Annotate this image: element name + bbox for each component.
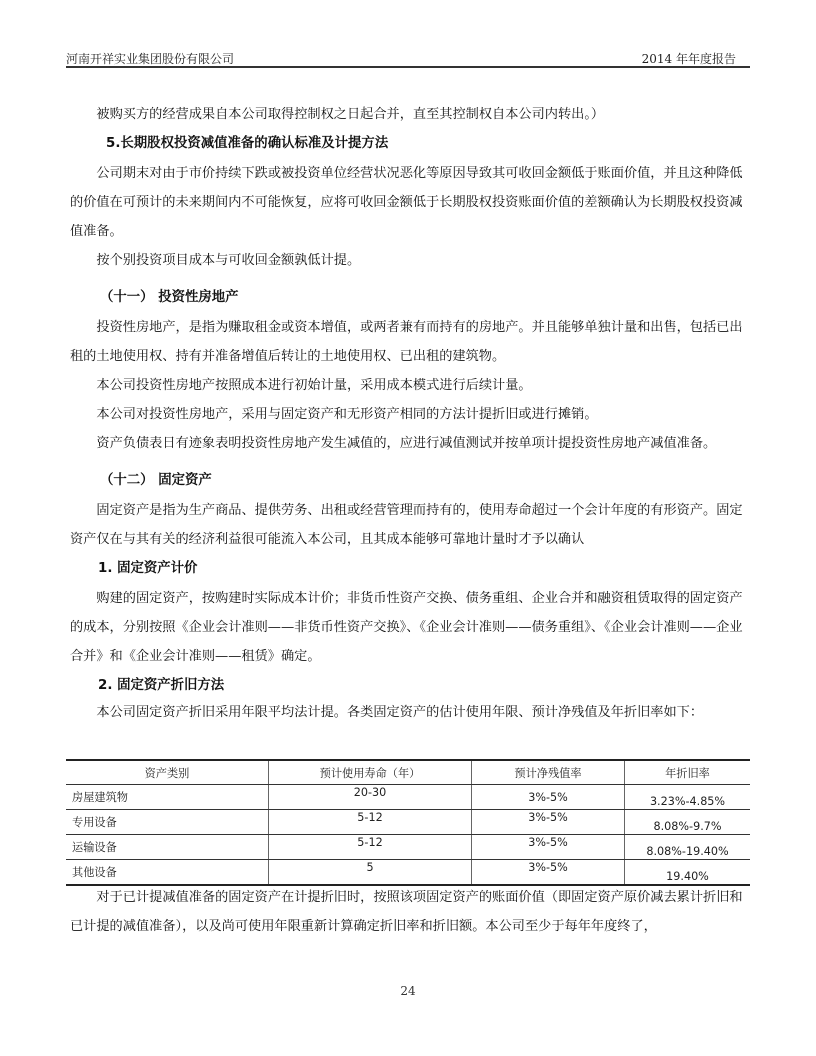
heading-12-1: 1. 固定资产计价 xyxy=(98,561,198,576)
cell-category: 专用设备 xyxy=(66,810,269,835)
table-row xyxy=(66,860,750,886)
cell-rate: 3.23%-4.85% xyxy=(625,785,751,810)
paragraph: 本公司对投资性房地产，采用与固定资产和无形资产相同的方法计提折旧或进行摊销。 xyxy=(96,407,598,422)
cell-life: 5 xyxy=(269,860,472,886)
cell-residual: 3%-5% xyxy=(472,835,625,860)
section-heading-11: （十一） 投资性房地产 xyxy=(100,290,239,305)
column-header: 资产类别 xyxy=(66,760,269,785)
paragraph: 对于已计提减值准备的固定资产在计提折旧时，按照该项固定资产的账面价值（即固定资产原价减去累计折旧和已计提的减值准备），以及尚可使用年限重新计算确定折旧率和折旧额。本公司至少于每年年度终了， xyxy=(70,890,743,934)
cell-rate: 19.40% xyxy=(625,860,751,886)
depreciation-table xyxy=(66,759,750,886)
cell-residual: 3%-5% xyxy=(472,810,625,835)
table-row xyxy=(66,835,750,860)
paragraph: 本公司固定资产折旧采用年限平均法计提。各类固定资产的估计使用年限、预计净残值及年折旧率如下： xyxy=(96,705,704,720)
cell-category: 其他设备 xyxy=(66,860,269,886)
paragraph: 固定资产是指为生产商品、提供劳务、出租或经营管理而持有的，使用寿命超过一个会计年度的有形资产。固定资产仅在与其有关的经济利益很可能流入本公司，且其成本能够可靠地计量时才予以确认 xyxy=(70,503,743,547)
table-row xyxy=(66,810,750,835)
heading-5: 5.长期股权投资减值准备的确认标准及计提方法 xyxy=(106,136,389,151)
paragraph: 本公司投资性房地产按照成本进行初始计量，采用成本模式进行后续计量。 xyxy=(96,378,532,393)
paragraph: 按个别投资项目成本与可收回金额孰低计提。 xyxy=(96,253,361,268)
paragraph: 资产负债表日有迹象表明投资性房地产发生减值的，应进行减值测试并按单项计提投资性房地产减值准备。 xyxy=(96,436,717,451)
cell-category: 房屋建筑物 xyxy=(66,785,269,810)
report-title: 2014 年年度报告 xyxy=(641,52,736,66)
document-body xyxy=(70,100,750,725)
table-header-row xyxy=(66,760,750,785)
page-header xyxy=(66,48,750,68)
paragraph: 公司期末对由于市价持续下跌或被投资单位经营状况恶化等原因导致其可收回金额低于账面价值，并且这种降低的价值在可预计的未来期间内不可能恢复，应将可收回金额低于长期股权投资账面价值的差额确认为长期股权投资减值准备。 xyxy=(70,166,743,239)
paragraph: 购建的固定资产，按购建时实际成本计价；非货币性资产交换、债务重组、企业合并和融资租赁取得的固定资产的成本，分别按照《企业会计准则——非货币性资产交换》、《企业会计准则——债务重组》、《企业会计准则——企业合并》和《企业会计准则——租赁》确定。 xyxy=(70,591,743,664)
column-header: 预计净残值率 xyxy=(472,760,625,785)
cell-life: 5-12 xyxy=(269,810,472,835)
cell-rate: 8.08%-19.40% xyxy=(625,835,751,860)
section-heading-12: （十二） 固定资产 xyxy=(100,473,212,488)
paragraph: 被购买方的经营成果自本公司取得控制权之日起合并，直至其控制权自本公司内转出。） xyxy=(96,107,605,122)
company-name: 河南开祥实业集团股份有限公司 xyxy=(66,52,235,66)
column-header: 年折旧率 xyxy=(625,760,751,785)
table-row xyxy=(66,785,750,810)
document-body-continued xyxy=(70,883,750,941)
cell-residual: 3%-5% xyxy=(472,785,625,810)
heading-12-2: 2. 固定资产折旧方法 xyxy=(98,678,225,693)
cell-rate: 8.08%-9.7% xyxy=(625,810,751,835)
column-header: 预计使用寿命（年） xyxy=(269,760,472,785)
cell-life: 5-12 xyxy=(269,835,472,860)
paragraph: 投资性房地产，是指为赚取租金或资本增值，或两者兼有而持有的房地产。并且能够单独计量和出售，包括已出租的土地使用权、持有并准备增值后转让的土地使用权、已出租的建筑物。 xyxy=(70,320,743,364)
cell-category: 运输设备 xyxy=(66,835,269,860)
cell-life: 20-30 xyxy=(269,785,472,810)
header-divider xyxy=(66,66,750,68)
page-number: 24 xyxy=(400,984,416,998)
cell-residual: 3%-5% xyxy=(472,860,625,886)
